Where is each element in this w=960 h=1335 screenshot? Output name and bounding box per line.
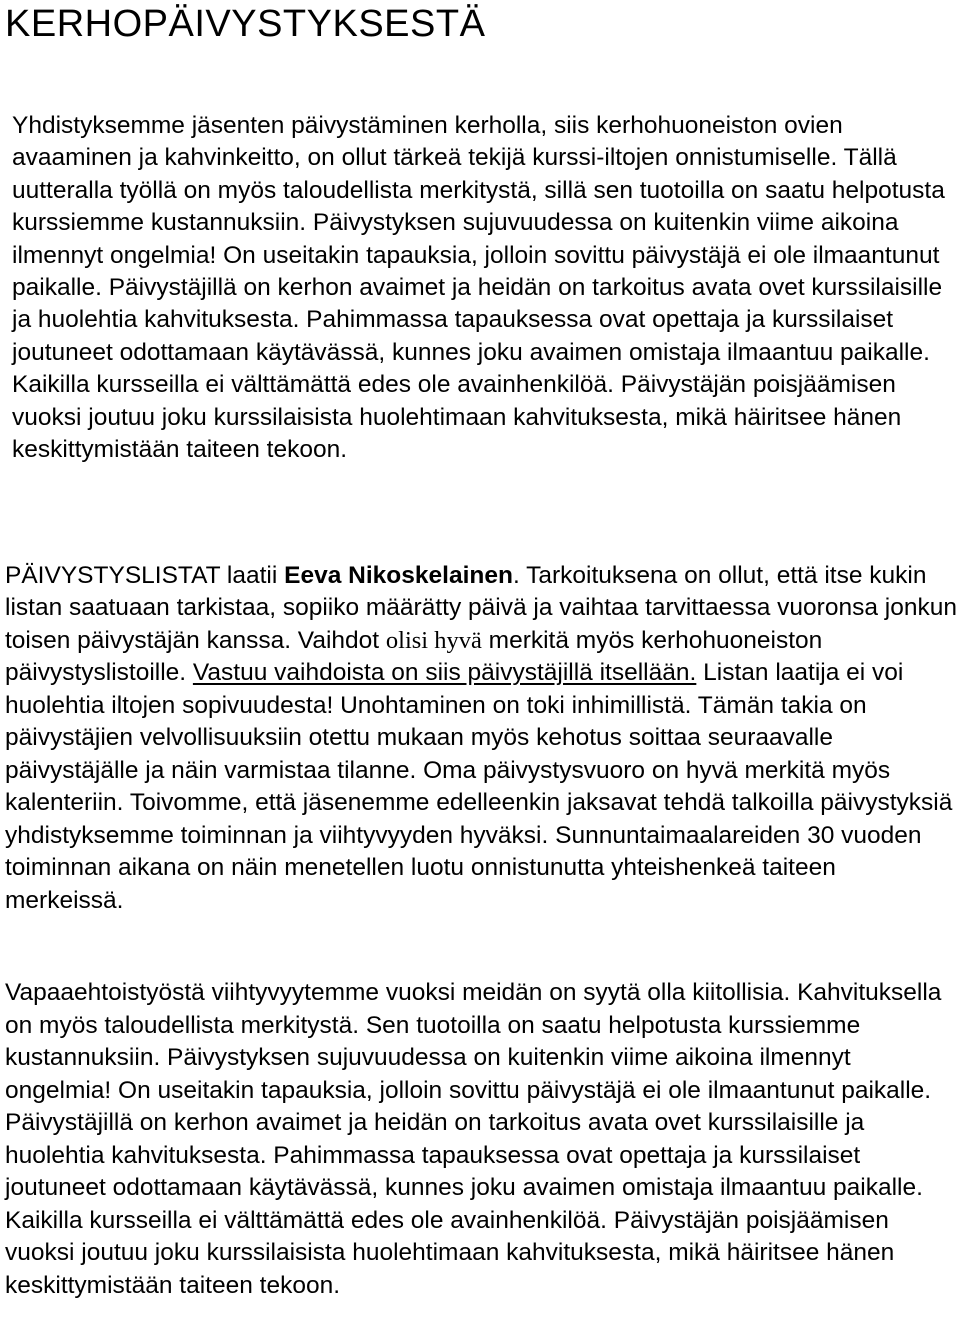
- paragraph-2-intro: PÄIVYSTYSLISTAT laatii: [5, 562, 285, 589]
- paragraph-2-text-a: . Tarkoituksena on ollut, että itse kukin listan saatuaan tarkistaa, sopiiko määrätty päivä ja vaihtaa tarvittaessa vuoronsa jonkun toisen päivystäjän kanssa. Vaihdot: [5, 562, 957, 654]
- paragraph-2-text-b: merkitä myös kerhohuoneiston päivystyslistoille.: [5, 626, 823, 687]
- paragraph-1: Yhdistyksemme jäsenten päivystäminen kerholla, siis kerhohuoneiston ovien avaaminen ja kahvinkeitto, on ollut tärkeä tekijä kurssi-iltojen onnistumiselle. Tällä uutteralla työllä on myös taloudellista merkitystä, sillä sen tuotoilla on saatu helpotusta kurssiemme kustannuksiin. Päivystyksen sujuvuudessa on kuitenkin viime aikoina ilmennyt ongelmia! On useitakin tapauksia, jolloin sovittu päivystäjä ei ole ilmaantunut paikalle. Päivystäjillä on kerhon avaimet ja heidän on tarkoitus avata ovet kurssilaisille ja huolehtia kahvituksesta. Pahimmassa tapauksessa ovat opettaja ja kurssilaiset joutuneet odottamaan käytävässä, kunnes joku avaimen omistaja ilmaantuu paikalle. Kaikilla kursseilla ei välttämättä edes ole avainhenkilöä. Päivystäjän poisjäämisen vuoksi joutuu joku kurssilaisista huolehtimaan kahvituksesta, mikä häiritsee hänen keskittymistään taiteen tekoon.: [12, 112, 945, 464]
- responsibility-note: Vastuu vaihdoista on siis päivystäjillä itsellään.: [192, 659, 697, 687]
- paragraph-2-serif-text: olisi hyvä: [385, 626, 482, 654]
- paragraph-2: [5, 560, 957, 917]
- organizer-name: Eeva Nikoskelainen: [284, 562, 513, 589]
- paragraph-3: Vapaaehtoistyöstä viihtyvyytemme vuoksi meidän on syytä olla kiitollisia. Kahvituksella on myös taloudellista merkitystä. Sen tuotoilla on saatu helpotusta kurssiemme kustannuksiin. Päivystyksen sujuvuudessa on kuitenkin viime aikoina ilmennyt ongelmia! On useitakin tapauksia, jolloin sovittu päivystäjä ei ole ilmaantunut paikalle. Päivystäjillä on kerhon avaimet ja heidän on tarkoitus avata ovet kurssilaisille ja huolehtia kahvituksesta. Pahimmassa tapauksessa ovat opettaja ja kurssilaiset joutuneet odottamaan käytävässä, kunnes joku avaimen omistaja ilmaantuu paikalle. Kaikilla kursseilla ei välttämättä edes ole avainhenkilöä. Päivystäjän poisjäämisen vuoksi joutuu joku kurssilaisista huolehtimaan kahvituksesta, mikä häiritsee hänen keskittymistään taiteen tekoon.: [5, 979, 942, 1299]
- document-title: KERHOPÄIVYSTYKSESTÄ: [5, 3, 486, 45]
- paragraph-2-text-c: Listan laatija ei voi huolehtia iltojen sopivuudesta! Unohtaminen on toki inhimillistä. Tämän takia on päivystäjien velvollisuuksiin otettu mukaan myös kehotus soittaa seuraavalle päivystäjälle ja näin varmistaa tilanne. Oma päivystysvuoro on hyvä merkitä myös kalenteriin. Toivomme, että jäsenemme edelleenkin jaksavat tehdä talkoilla päivystyksiä yhdistyksemme toiminnan ja viihtyvyyden hyväksi. Sunnuntaimaalareiden 30 vuoden toiminnan aikana on näin menetellen luotu onnistunutta yhteishenkeä taiteen merkeissä.: [5, 659, 953, 914]
